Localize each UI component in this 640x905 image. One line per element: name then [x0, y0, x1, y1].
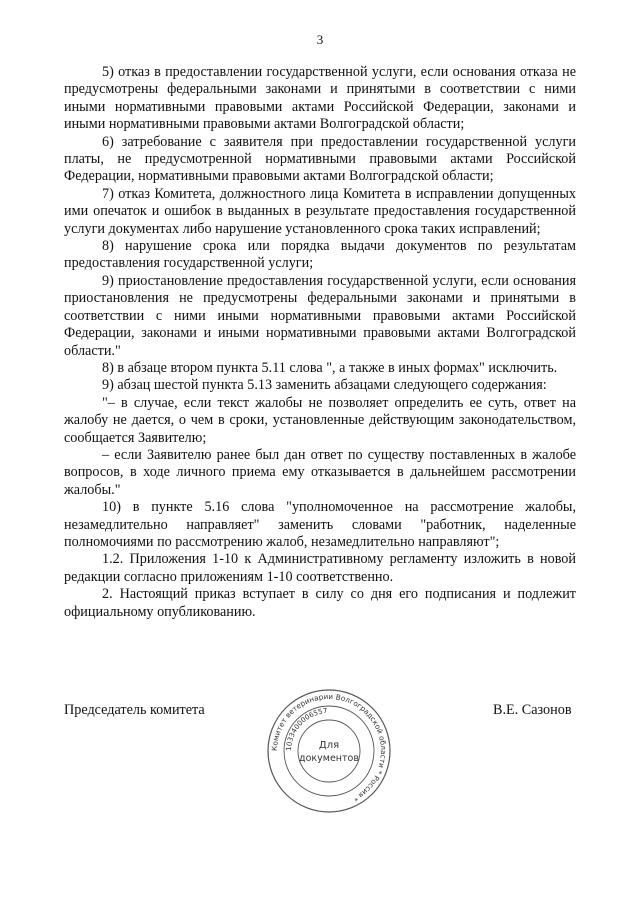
paragraph-item-5: 5) отказ в предоставлении государственной услуги, если основания отказа не предусмотрены федеральными законами и принятыми в соответствии с ними иными нормативными правовыми актами Российской Федерации, законами и иными нормативными правовыми актами Волгоградской области;	[64, 64, 576, 133]
paragraph-1-2: 1.2. Приложения 1-10 к Административному регламенту изложить в новой редакции согласно приложениям 1-10 соответственно.	[64, 551, 576, 585]
paragraph-2: 2. Настоящий приказ вступает в силу со дня его подписания и подлежит официальному опубликованию.	[64, 586, 576, 620]
stamp-ring-text: Комитет ветеринарии Волгоградской области * Россия *	[269, 691, 389, 804]
paragraph-amendment-8: 8) в абзаце втором пункта 5.11 слова ", а также в иных формах" исключить.	[102, 359, 558, 376]
paragraph-item-7: 7) отказ Комитета, должностного лица Комитета в исправлении допущенных ими опечаток и ошибок в выданных в результате предоставления государственной услуги документах либо нарушение установленного срока таких исправлений;	[64, 185, 576, 237]
signatory-position: Председатель комитета	[64, 702, 205, 718]
stamp-center-line2: документов	[299, 753, 359, 764]
paragraph-amendment-9: 9) абзац шестой пункта 5.13 заменить абзацами следующего содержания:	[102, 377, 547, 394]
paragraph-quote-1: "– в случае, если текст жалобы не позволяет определить ее суть, ответ на жалобу не дается, о чем в сроки, установленные действующим законодательством, сообщается Заявителю;	[64, 394, 576, 446]
paragraph-item-9: 9) приостановление предоставления государственной услуги, если основания приостановления не предусмотрены федеральными законами и принятыми в соответствии с ними иными нормативными правовыми актами Российской Федерации, законами и иными нормативными правовыми актами Волгоградской области."	[64, 272, 576, 359]
stamp-center-line1: Для	[318, 740, 340, 751]
stamp-ogrn-text: 1033400006557	[284, 706, 328, 752]
paragraph-item-8: 8) нарушение срока или порядка выдачи документов по результатам предоставления государственной услуги;	[64, 238, 576, 272]
paragraph-amendment-10: 10) в пункте 5.16 слова "уполномоченное на рассмотрение жалобы, незамедлительно направляет" заменить словами "работник, наделенные полномочиями по рассмотрению жалоб, незамедлительно направляют";	[64, 499, 576, 550]
document-body	[64, 64, 576, 621]
signatory-name: В.Е. Сазонов	[493, 702, 572, 718]
paragraph-quote-2: – если Заявителю ранее был дан ответ по существу поставленных в жалобе вопросов, в ходе личного приема ему отказывается в дальнейшем рассмотрении жалобы."	[64, 446, 576, 498]
page-number: 3	[316, 32, 324, 47]
paragraph-item-6: 6) затребование с заявителя при предоставлении государственной услуги платы, не предусмотренной нормативными правовыми актами Российской Федерации, нормативными правовыми актами Волгоградской области;	[64, 133, 576, 185]
official-stamp	[264, 686, 394, 816]
